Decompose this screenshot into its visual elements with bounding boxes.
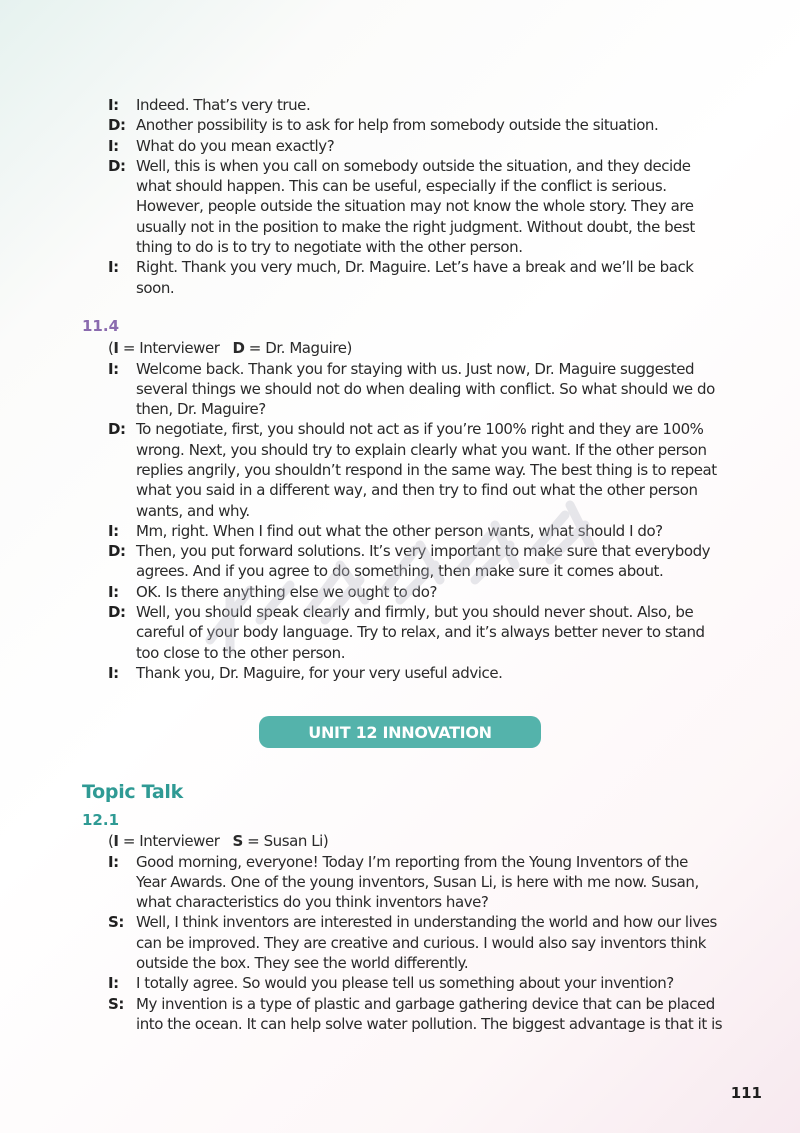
dialogue-line (0, 622, 800, 642)
dialogue-section-11-4 (0, 359, 800, 684)
dialogue-line (0, 643, 800, 663)
dialogue-line (0, 541, 800, 561)
speaker-label: I: (108, 663, 119, 682)
dialogue-line (0, 912, 800, 932)
dialogue-line (0, 136, 800, 156)
line-text: agrees. And if you agree to do something, then make sure it comes about. (136, 562, 664, 581)
line-text: What do you mean exactly? (136, 136, 335, 155)
dialogue-section-continued (0, 95, 800, 298)
legend-row-12-1 (0, 831, 800, 851)
line-text: wrong. Next, you should try to explain clearly what you want. If the other person (136, 440, 707, 459)
speaker-label: S: (108, 994, 124, 1013)
dialogue-line (0, 217, 800, 237)
line-text: wants, and why. (136, 501, 250, 520)
line-text: Then, you put forward solutions. It’s very important to make sure that everybody (136, 542, 711, 561)
line-text: Another possibility is to ask for help from somebody outside the situation. (136, 116, 659, 135)
speaker-label: I: (108, 359, 119, 378)
line-text: Welcome back. Thank you for staying with us. Just now, Dr. Maguire suggested (136, 359, 695, 378)
dialogue-line (0, 994, 800, 1014)
dialogue-section-12-1 (0, 852, 800, 1035)
line-text: Good morning, everyone! Today I’m reporting from the Young Inventors of the (136, 852, 688, 871)
line-text: Well, this is when you call on somebody outside the situation, and they decide (136, 156, 691, 175)
track-code-11-4: 11.4 (82, 317, 120, 335)
line-text: what you said in a different way, and then try to find out what the other person (136, 481, 698, 500)
speaker-label: D: (108, 603, 126, 622)
topic-talk-heading: Topic Talk (82, 781, 183, 803)
line-text: Year Awards. One of the young inventors, Susan Li, is here with me now. Susan, (136, 872, 699, 891)
speaker-label: D: (108, 156, 126, 175)
dialogue-line (0, 176, 800, 196)
line-text: what should happen. This can be useful, especially if the conflict is serious. (136, 177, 667, 196)
line-text: several things we should not do when dealing with conflict. So what should we do (136, 379, 715, 398)
line-text: can be improved. They are creative and curious. I would also say inventors think (136, 933, 707, 952)
line-text: Indeed. That’s very true. (136, 96, 311, 114)
dialogue-line (0, 379, 800, 399)
line-text: I totally agree. So would you please tell us something about your invention? (136, 974, 674, 993)
dialogue-line (0, 257, 800, 277)
dialogue-line (0, 973, 800, 993)
dialogue-line (0, 1014, 800, 1034)
speaker-label: I: (108, 852, 119, 871)
track-code-12-1: 12.1 (82, 811, 120, 829)
dialogue-line (0, 933, 800, 953)
line-text: into the ocean. It can help solve water pollution. The biggest advantage is that it is (136, 1014, 723, 1033)
dialogue-line (0, 852, 800, 872)
line-text: replies angrily, you shouldn’t respond in the same way. The best thing is to repeat (136, 460, 717, 479)
dialogue-line (0, 359, 800, 379)
line-text: what characteristics do you think inventors have? (136, 893, 489, 912)
dialogue-line (0, 872, 800, 892)
line-text: soon. (136, 278, 175, 297)
dialogue-line (0, 892, 800, 912)
dialogue-line (0, 663, 800, 683)
speaker-label: I: (108, 582, 119, 601)
dialogue-line (0, 480, 800, 500)
line-text: Well, I think inventors are interested in understanding the world and how our lives (136, 913, 717, 932)
line-text: thing to do is to try to negotiate with the other person. (136, 238, 523, 257)
speaker-label: D: (108, 542, 126, 561)
dialogue-line (0, 196, 800, 216)
line-text: Mm, right. When I find out what the other person wants, what should I do? (136, 521, 663, 540)
dialogue-line (0, 156, 800, 176)
dialogue-line (0, 399, 800, 419)
line-text: outside the box. They see the world differently. (136, 953, 469, 972)
speaker-label: I: (108, 136, 119, 155)
dialogue-line (0, 278, 800, 298)
dialogue-line (0, 95, 800, 115)
line-text: Thank you, Dr. Maguire, for your very useful advice. (136, 663, 503, 682)
dialogue-line (0, 602, 800, 622)
dialogue-line (0, 521, 800, 541)
line-text: careful of your body language. Try to relax, and it’s always better never to stand (136, 623, 705, 642)
dialogue-line (0, 561, 800, 581)
dialogue-line (0, 115, 800, 135)
speaker-label: I: (108, 521, 119, 540)
speaker-label: I: (108, 974, 119, 993)
line-text: Well, you should speak clearly and firmly, but you should never shout. Also, be (136, 603, 694, 622)
speaker-label: S: (108, 913, 124, 932)
unit-banner: UNIT 12 INNOVATION (259, 716, 541, 748)
dialogue-line (0, 501, 800, 521)
dialogue-line (0, 440, 800, 460)
line-text: However, people outside the situation may not know the whole story. They are (136, 197, 694, 216)
page-number: 111 (730, 1084, 762, 1102)
dialogue-line (0, 460, 800, 480)
dialogue-line (0, 582, 800, 602)
line-text: OK. Is there anything else we ought to do? (136, 582, 437, 601)
line-text: too close to the other person. (136, 643, 346, 662)
speaker-legend: (I = Interviewer D = Dr. Maguire) (108, 339, 352, 357)
dialogue-line (0, 953, 800, 973)
speaker-label: D: (108, 420, 126, 439)
legend-row-11-4 (0, 338, 800, 358)
speaker-label: I: (108, 258, 119, 277)
line-text: My invention is a type of plastic and garbage gathering device that can be placed (136, 994, 715, 1013)
dialogue-line (0, 237, 800, 257)
dialogue-line (0, 419, 800, 439)
speaker-legend: (I = Interviewer S = Susan Li) (108, 832, 329, 850)
line-text: To negotiate, first, you should not act as if you’re 100% right and they are 100% (136, 420, 704, 439)
line-text: then, Dr. Maguire? (136, 400, 266, 419)
line-text: usually not in the position to make the right judgment. Without doubt, the best (136, 217, 695, 236)
speaker-label: I: (108, 96, 119, 114)
line-text: Right. Thank you very much, Dr. Maguire. Let’s have a break and we’ll be back (136, 258, 694, 277)
speaker-label: D: (108, 116, 126, 135)
